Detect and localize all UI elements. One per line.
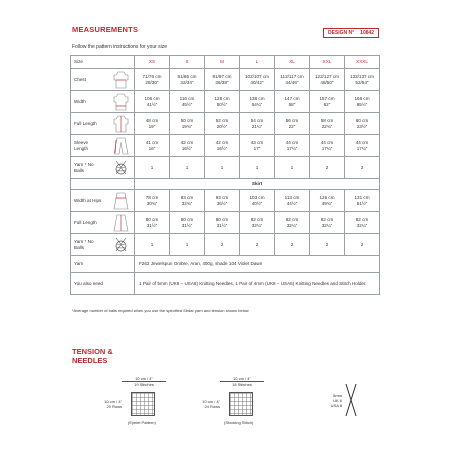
row-label: Sleeve Length <box>71 135 135 157</box>
also-value: 1 Pair of 5mm (UK6 – USA8) Knitting Needles, 1 Pair of 4mm (UK8 – USA6) Knitting Needles and Stitch Holder. <box>135 273 380 295</box>
cell: 1 <box>170 234 205 256</box>
cell: 1 <box>135 234 170 256</box>
cell: 81/86 cm 32/34" <box>170 69 205 91</box>
cell: 1 <box>170 157 205 179</box>
gauge-2-top-label: 10 cm / 4" 18 Stitches <box>220 376 264 387</box>
cell: 60 cm 23½" <box>345 113 380 135</box>
size-xxl: XXL <box>310 56 345 69</box>
top-silhouette-icon <box>113 71 129 89</box>
yarn-value: F262 Jewelspun Ombre, Aran, 400g, shade 104 Violet Dawn <box>135 256 380 273</box>
cell: 1 <box>135 157 170 179</box>
cell: 166 cm 65½" <box>345 91 380 113</box>
cell: 56 cm 22" <box>275 113 310 135</box>
cell: 78 cm 30¾" <box>135 190 170 212</box>
cell: 80 cm 31½" <box>205 212 240 234</box>
table-row-yarn <box>71 256 380 273</box>
cell: 91/97 cm 36/38" <box>205 69 240 91</box>
cell: 44 cm 17¼" <box>310 135 345 157</box>
tension-heading: TENSION & NEEDLES <box>72 347 113 365</box>
cell: 1 <box>275 157 310 179</box>
table-row-also-need <box>71 273 380 295</box>
yarn-ball-icon <box>113 237 129 253</box>
table-row-width <box>71 91 380 113</box>
cell: 116 cm 45½" <box>170 91 205 113</box>
cell: 138 cm 54¼" <box>240 91 275 113</box>
size-header-row <box>71 56 380 69</box>
cell: 132/137 cm 52/54" <box>345 69 380 91</box>
size-label: Size <box>71 56 135 69</box>
skirt-label: Skirt <box>135 179 380 190</box>
table-row-chest <box>71 69 380 91</box>
cell: 122/127 cm 48/50" <box>310 69 345 91</box>
size-l: L <box>240 56 275 69</box>
cell: 102/107 cm 40/42" <box>240 69 275 91</box>
cell: 106 cm 41½" <box>135 91 170 113</box>
cell: 80 cm 31½" <box>170 212 205 234</box>
yarn-ball-icon <box>113 160 129 176</box>
size-s: S <box>170 56 205 69</box>
cell: 80 cm 31½" <box>135 212 170 234</box>
gauge-1-grid <box>131 392 155 416</box>
needle-size-label: 5mm UK 6 USA 8 <box>330 393 342 408</box>
row-label: Full Length <box>71 212 135 234</box>
cell: 1 <box>240 157 275 179</box>
cell: 112/117 cm 44/46" <box>275 69 310 91</box>
gauge-1-top-label: 10 cm / 4" 19 Stitches <box>122 376 166 387</box>
gauge-1-side-label: 10 cm / 4" 29 Rows <box>104 399 122 409</box>
cell: 2 <box>310 157 345 179</box>
cell: 48 cm 19" <box>135 113 170 135</box>
cell: 43 cm 17" <box>240 135 275 157</box>
cell: 128 cm 50½" <box>205 91 240 113</box>
cell: 2 <box>345 157 380 179</box>
cell: 82 cm 32¼" <box>240 212 275 234</box>
design-number-box <box>323 28 379 38</box>
cell: 41 cm 16" <box>135 135 170 157</box>
cell: 2 <box>345 234 380 256</box>
cell: 42 cm 16½" <box>170 135 205 157</box>
skirt-spacer <box>71 179 135 190</box>
size-xs: XS <box>135 56 170 69</box>
top-silhouette-icon <box>113 93 129 111</box>
cell: 58 cm 22¾" <box>310 113 345 135</box>
also-label: You also need <box>71 273 135 295</box>
cell: 2 <box>310 234 345 256</box>
row-label: Yarn * No Balls <box>71 234 135 256</box>
cell: 126 cm 49¾" <box>310 190 345 212</box>
table-row-skirt-yarn-balls <box>71 234 380 256</box>
cell: 71/76 cm 28/30" <box>135 69 170 91</box>
table-row-yarn-balls <box>71 157 380 179</box>
cell: 54 cm 21¼" <box>240 113 275 135</box>
row-label: Width at Hips <box>71 190 135 212</box>
row-label: Yarn * No Balls <box>71 157 135 179</box>
table-row-width-at-hips <box>71 190 380 212</box>
size-xl: XL <box>275 56 310 69</box>
cell: 147 cm 58" <box>275 91 310 113</box>
cell: 103 cm 40½" <box>240 190 275 212</box>
table-row-skirt-full-length <box>71 212 380 234</box>
knitting-needles-icon <box>344 383 358 417</box>
size-m: M <box>205 56 240 69</box>
cell: 42 cm 16½" <box>205 135 240 157</box>
size-xxxl: XXXL <box>345 56 380 69</box>
footnote: *Average number of balls required when you use the specified Sirdar yarn and tension shown below <box>72 308 249 313</box>
sleeve-silhouette-icon <box>113 137 129 155</box>
skirt-silhouette-icon <box>113 214 129 232</box>
skirt-silhouette-icon <box>113 192 129 210</box>
row-label: Full Length <box>71 113 135 135</box>
cell: 131 cm 51½" <box>345 190 380 212</box>
cell: 2 <box>240 234 275 256</box>
intro-text: Follow the pattern instructions for your size <box>72 44 168 50</box>
gauge-2-side-label: 10 cm / 4" 24 Rows <box>202 399 220 409</box>
cell: 44 cm 17¼" <box>345 135 380 157</box>
cell: 1 <box>205 157 240 179</box>
page-title: MEASUREMENTS <box>72 25 139 34</box>
cell: 83 cm 32¾" <box>170 190 205 212</box>
gauge-2-caption: (Stocking Stitch) <box>224 420 254 425</box>
cell: 93 cm 36½" <box>205 190 240 212</box>
cell: 82 cm 32¼" <box>275 212 310 234</box>
row-label: Chest <box>71 69 135 91</box>
cell: 113 cm 44½" <box>275 190 310 212</box>
table-row-sleeve-length <box>71 135 380 157</box>
gauge-2-grid <box>229 392 253 416</box>
measurements-table <box>70 55 380 295</box>
cell: 2 <box>275 234 310 256</box>
top-silhouette-icon <box>113 115 129 133</box>
yarn-label: Yarn <box>71 256 135 273</box>
cell: 157 cm 62" <box>310 91 345 113</box>
row-label: Width <box>71 91 135 113</box>
cell: 82 cm 32¼" <box>310 212 345 234</box>
cell: 52 cm 20½" <box>205 113 240 135</box>
cell: 82 cm 32¼" <box>345 212 380 234</box>
skirt-section-row <box>71 179 380 190</box>
cell: 50 cm 19¾" <box>170 113 205 135</box>
gauge-1-caption: (Eyelet Pattern) <box>128 420 156 425</box>
cell: 2 <box>205 234 240 256</box>
design-label: DESIGN N° <box>328 30 355 36</box>
table-row-full-length <box>71 113 380 135</box>
design-number: 10842 <box>360 30 375 36</box>
cell: 44 cm 17¼" <box>275 135 310 157</box>
